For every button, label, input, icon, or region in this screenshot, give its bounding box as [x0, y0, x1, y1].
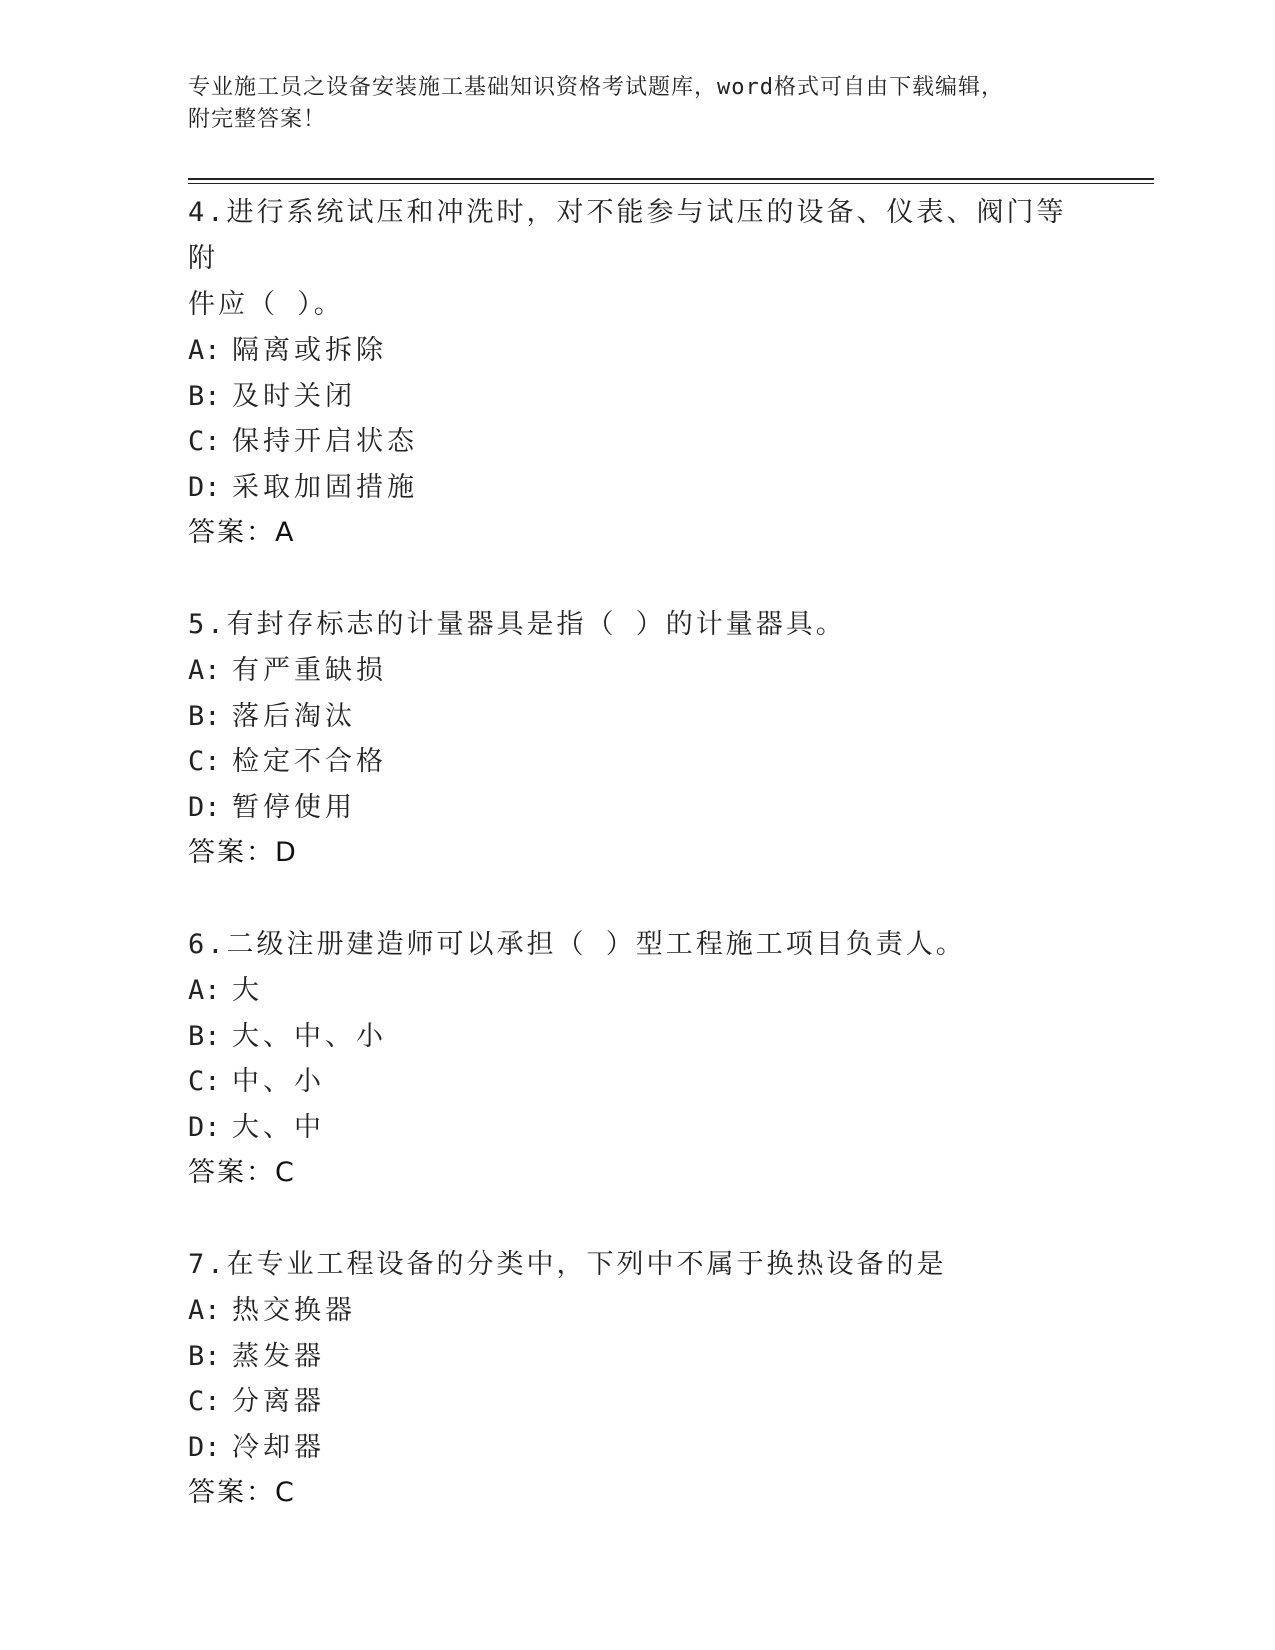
option-letter: D: [188, 471, 221, 503]
option-a [188, 968, 1088, 1014]
answer-line: 答案：D [188, 837, 298, 868]
option-d [188, 785, 1088, 831]
option-d [188, 1105, 1088, 1151]
option-text: 大、中 [232, 1111, 325, 1143]
option-letter: A: [188, 1295, 221, 1326]
option-b [188, 694, 1088, 740]
question-stem: 4.进行系统试压和冲洗时，对不能参与试压的设备、仪表、阀门等附 [188, 197, 1067, 274]
option-letter: B: [188, 380, 221, 412]
answer-line: 答案：A [188, 517, 296, 548]
option-text: 中、小 [232, 1066, 325, 1097]
option-letter: B: [188, 1020, 221, 1052]
question-list [188, 190, 1088, 1562]
question-stem-continued: 件应（ ）。 [188, 289, 344, 320]
option-letter: C: [188, 426, 221, 457]
option-text: 及时关闭 [232, 380, 356, 412]
option-text: 分离器 [232, 1386, 325, 1417]
answer-line: 答案：C [188, 1477, 296, 1508]
option-letter: D: [188, 1431, 221, 1463]
option-text: 落后淘汰 [232, 700, 356, 732]
option-d [188, 465, 1088, 511]
option-letter: A: [188, 335, 221, 366]
option-text: 冷却器 [232, 1431, 325, 1463]
header-divider-thin [188, 183, 1154, 184]
question-stem: 6.二级注册建造师可以承担（ ）型工程施工项目负责人。 [188, 929, 966, 960]
header-line-2: 附完整答案！ [188, 107, 327, 132]
header-line-1: 专业施工员之设备安装施工基础知识资格考试题库，word格式可自由下载编辑， [188, 75, 1004, 100]
option-letter: B: [188, 1340, 221, 1372]
option-text: 蒸发器 [232, 1340, 325, 1372]
question-4 [188, 190, 1088, 556]
option-letter: D: [188, 791, 221, 823]
option-letter: D: [188, 1111, 221, 1143]
answer-line: 答案：C [188, 1157, 296, 1188]
option-c [188, 1379, 1088, 1425]
question-7 [188, 1242, 1088, 1516]
option-c [188, 419, 1088, 465]
option-text: 检定不合格 [232, 746, 387, 777]
option-letter: A: [188, 975, 221, 1006]
option-letter: A: [188, 655, 221, 686]
option-letter: B: [188, 700, 221, 732]
question-6 [188, 922, 1088, 1196]
option-a [188, 648, 1088, 694]
option-d [188, 1425, 1088, 1471]
option-text: 保持开启状态 [232, 426, 418, 457]
question-stem: 5.有封存标志的计量器具是指（ ）的计量器具。 [188, 609, 846, 640]
header-divider-thick [188, 178, 1154, 180]
option-a [188, 1288, 1088, 1334]
option-text: 大、中、小 [232, 1020, 387, 1052]
option-text: 大 [232, 975, 263, 1006]
document-header [188, 72, 1068, 136]
option-c [188, 739, 1088, 785]
option-b [188, 1334, 1088, 1380]
option-b [188, 1014, 1088, 1060]
option-letter: C: [188, 746, 221, 777]
option-a [188, 328, 1088, 374]
option-text: 隔离或拆除 [232, 335, 387, 366]
option-c [188, 1059, 1088, 1105]
question-stem: 7.在专业工程设备的分类中，下列中不属于换热设备的是 [188, 1249, 947, 1280]
option-text: 热交换器 [232, 1295, 356, 1326]
option-b [188, 374, 1088, 420]
option-letter: C: [188, 1386, 221, 1417]
option-text: 有严重缺损 [232, 655, 387, 686]
option-text: 采取加固措施 [232, 471, 418, 503]
option-text: 暂停使用 [232, 791, 356, 823]
option-letter: C: [188, 1066, 221, 1097]
question-5 [188, 602, 1088, 876]
